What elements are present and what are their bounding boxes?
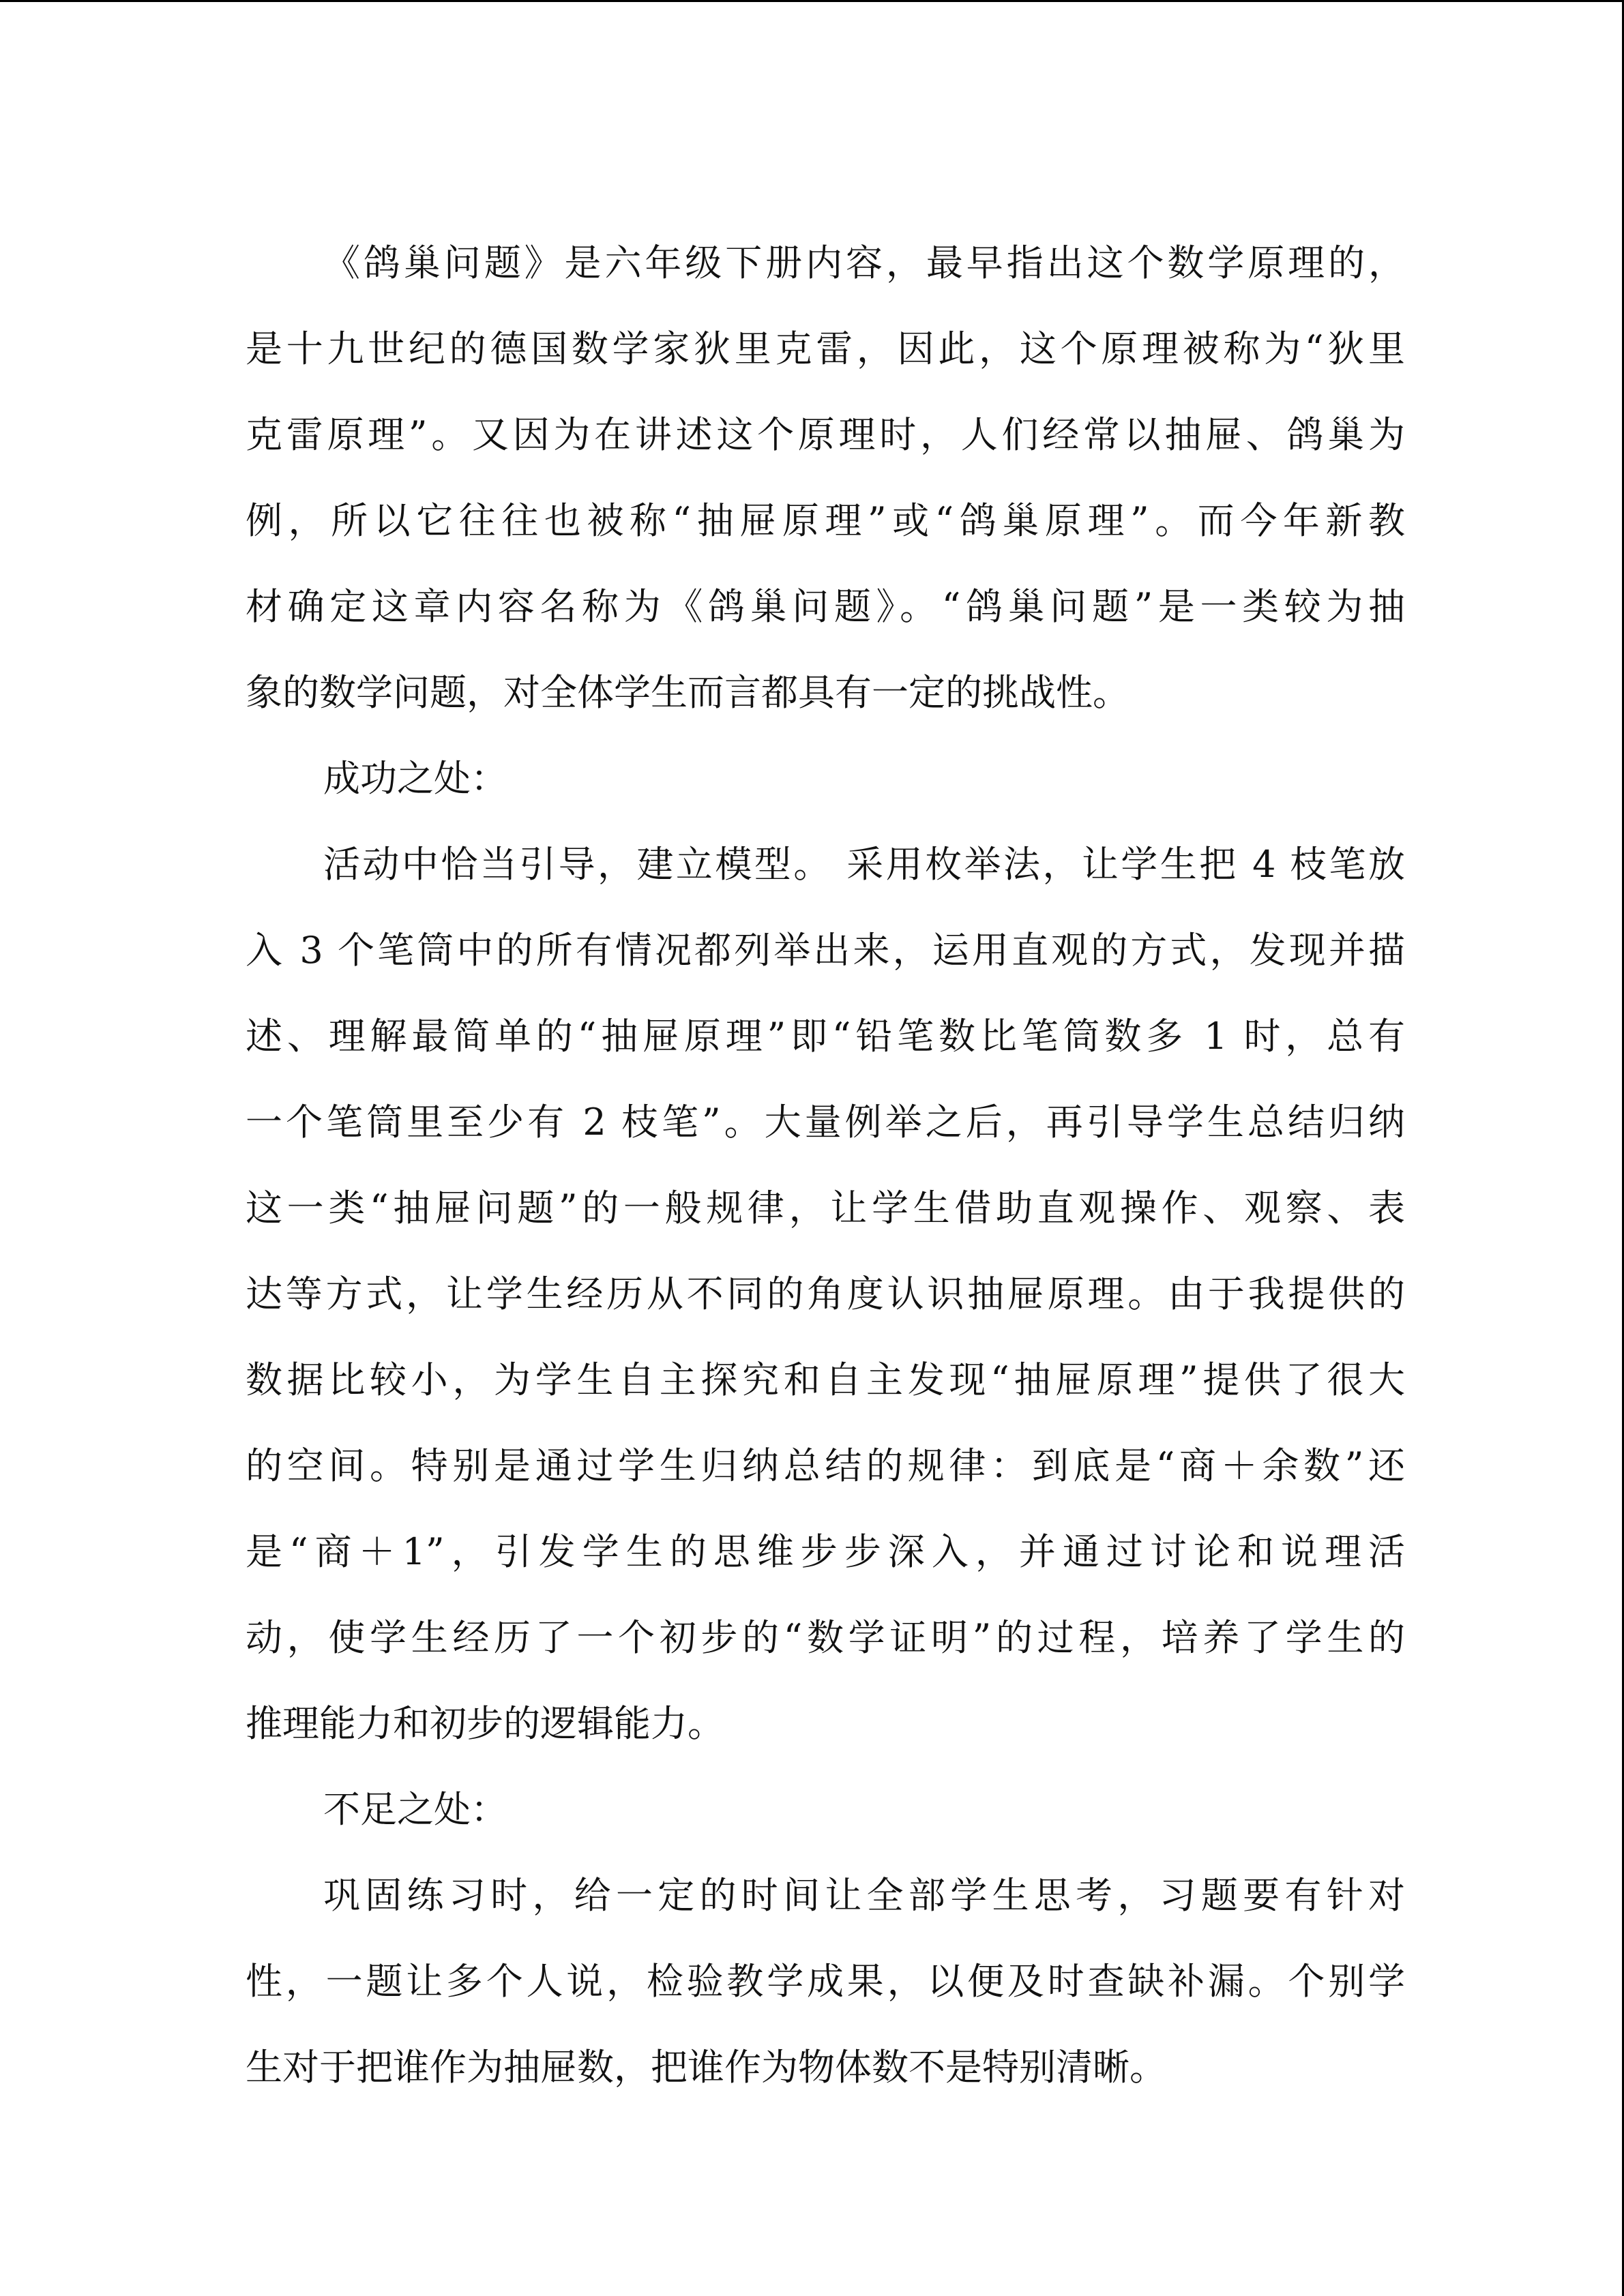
- text-line: 入 3 个笔筒中的所有情况都列举出来，运用直观的方式，发现并描: [246, 929, 1405, 972]
- text-line: 述、理解最简单的“抽屉原理”即“铅笔数比笔筒数多 1 时，总有: [246, 1015, 1405, 1058]
- text-line: 这一类“抽屉问题”的一般规律，让学生借助直观操作、观察、表: [246, 1187, 1405, 1229]
- text-line: 例，所以它往往也被称“抽屉原理”或“鸽巢原理”。而今年新教: [246, 499, 1405, 542]
- text-line: 动，使学生经历了一个初步的“数学证明”的过程，培养了学生的: [246, 1616, 1405, 1659]
- section-heading-shortcomings: 不足之处：: [323, 1788, 507, 1831]
- text-line: 象的数学问题，对全体学生而言都具有一定的挑战性。: [246, 671, 1130, 714]
- section-heading-successes: 成功之处：: [323, 757, 507, 800]
- text-line: 推理能力和初步的逻辑能力。: [246, 1702, 724, 1745]
- text-line: 达等方式，让学生经历从不同的角度认识抽屉原理。由于我提供的: [246, 1272, 1405, 1315]
- text-line: 巩固练习时，给一定的时间让全部学生思考，习题要有针对: [323, 1874, 1405, 1917]
- text-line: 材确定这章内容名称为《鸽巢问题》。“鸽巢问题”是一类较为抽: [246, 585, 1405, 628]
- text-line: 是“商＋1”，引发学生的思维步步深入，并通过讨论和说理活: [246, 1530, 1405, 1573]
- text-line: 克雷原理”。又因为在讲述这个原理时，人们经常以抽屉、鸽巢为: [246, 413, 1405, 456]
- text-line: 《鸽巢问题》是六年级下册内容，最早指出这个数学原理的，: [323, 241, 1405, 284]
- text-line: 活动中恰当引导，建立模型。 采用枚举法，让学生把 4 枝笔放: [323, 843, 1405, 886]
- text-line: 是十九世纪的德国数学家狄里克雷，因此，这个原理被称为“狄里: [246, 327, 1405, 370]
- document-body: [246, 220, 1405, 2111]
- text-line: 一个笔筒里至少有 2 枝笔”。大量例举之后，再引导学生总结归纳: [246, 1101, 1405, 1144]
- text-line: 性，一题让多个人说，检验教学成果，以便及时查缺补漏。个别学: [246, 1960, 1405, 2003]
- text-line: 的空间。特别是通过学生归纳总结的规律：到底是“商＋余数”还: [246, 1444, 1405, 1487]
- text-line: 生对于把谁作为抽屉数，把谁作为物体数不是特别清晰。: [246, 2046, 1166, 2089]
- text-line: 数据比较小，为学生自主探究和自主发现“抽屉原理”提供了很大: [246, 1358, 1405, 1401]
